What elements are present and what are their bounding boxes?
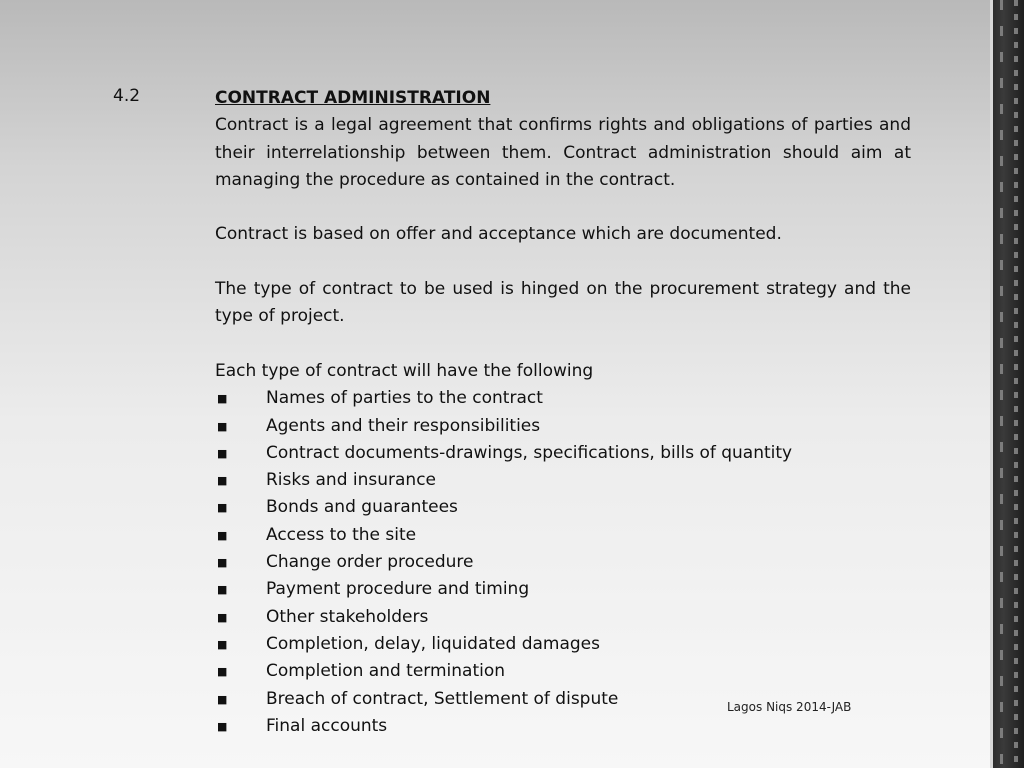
spacer [215,194,911,221]
spacer [215,249,911,276]
bullet-square-icon: ■ [217,528,228,542]
list-item-label: Risks and insurance [266,470,436,491]
list-item-label: Completion, delay, liquidated damages [266,633,600,654]
list-item [215,604,911,631]
list-item-label: Change order procedure [266,552,474,573]
bullet-square-icon: ■ [217,610,228,624]
bullet-square-icon: ■ [217,665,228,679]
footer-credit: Lagos Niqs 2014-JAB [727,700,852,714]
bullet-square-icon: ■ [217,719,228,733]
list-item [215,385,911,412]
section-title: CONTRACT ADMINISTRATION [215,88,491,108]
bullet-square-icon: ■ [217,392,228,406]
bullet-square-icon: ■ [217,583,228,597]
decorative-right-border [990,0,1024,768]
list-item-label: Payment procedure and timing [266,579,530,600]
list-item [215,413,911,440]
offer-paragraph: Contract is based on offer and acceptance which are documented. [215,224,782,245]
list-item-label: Names of parties to the contract [266,388,543,409]
list-item [215,467,911,494]
list-item [215,440,911,467]
bullet-square-icon: ■ [217,419,228,433]
list-item-label: Breach of contract, Settlement of dispute [266,688,619,709]
bullet-square-icon: ■ [217,501,228,515]
contract-contents-list [215,385,911,740]
bullet-square-icon: ■ [217,556,228,570]
list-item [215,549,911,576]
bullet-square-icon: ■ [217,692,228,706]
list-item [215,576,911,603]
list-item [215,522,911,549]
contract-type-paragraph: The type of contract to be used is hinged on the procurement strategy and the type of project. [215,279,911,327]
bullet-square-icon: ■ [217,474,228,488]
list-intro: Each type of contract will have the following [215,360,594,381]
bullet-square-icon: ■ [217,446,228,460]
bullet-square-icon: ■ [217,637,228,651]
definition-paragraph: Contract is a legal agreement that confirms rights and obligations of parties and their interrelationship between them. Contract administration should aim at managing the procedure as contained in the contract. [215,115,911,190]
list-item [215,631,911,658]
list-item-label: Contract documents-drawings, specifications, bills of quantity [266,442,793,463]
section-number: 4.2 [113,86,141,106]
list-item [215,494,911,521]
list-item-label: Agents and their responsibilities [266,415,541,436]
spacer [215,331,911,358]
border-stripe [1000,0,1003,768]
slide-content [215,85,911,740]
list-item-label: Completion and termination [266,661,506,682]
list-item [215,713,911,740]
list-item-label: Other stakeholders [266,606,429,627]
list-item-label: Access to the site [266,524,417,545]
list-item-label: Bonds and guarantees [266,497,458,518]
list-item-label: Final accounts [266,715,388,736]
list-item [215,658,911,685]
